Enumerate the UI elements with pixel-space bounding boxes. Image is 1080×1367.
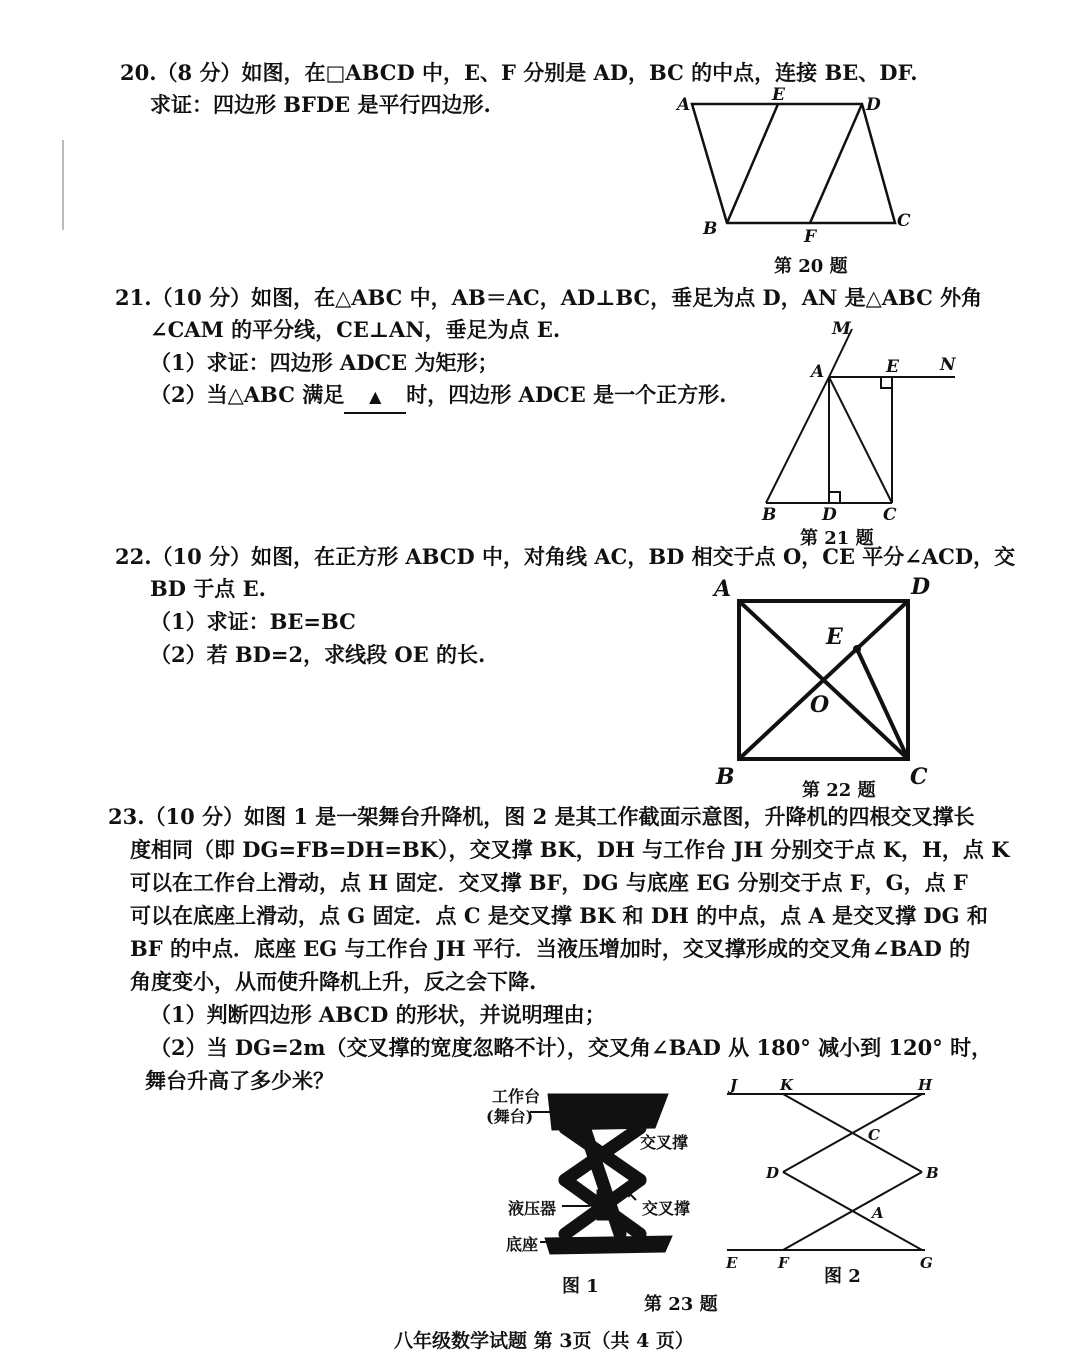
q23-line-8: （2）当 DG=2m（交叉撑的宽度忽略不计），交叉角∠BAD 从 180° 减小到 120° 时， (150, 1035, 993, 1060)
q20-label-F: F (804, 227, 817, 247)
q20-label-A: A (677, 95, 691, 115)
q20-label-C: C (897, 211, 911, 231)
q23-fig2-label-J: J (730, 1076, 738, 1094)
q23-fig2-label-F: F (778, 1254, 789, 1272)
q23-line-3: 可以在工作台上滑动，点 H 固定．交叉撑 BF，DG 与底座 EG 分别交于点 F，G，点 F (130, 870, 968, 895)
q22-line-4: （2）若 BD=2，求线段 OE 的长. (150, 642, 486, 667)
answer-blank[interactable]: ▲ (344, 382, 406, 414)
q22-label-C: C (910, 764, 928, 790)
q21-line-4b: 时，四边形 ADCE 是一个正方形. (406, 382, 727, 407)
q21-label-B: B (762, 505, 777, 525)
q21-line-2: ∠CAM 的平分线，CE⊥AN，垂足为点 E. (150, 317, 561, 342)
q20-line-1: 20.（8 分）如图，在□ABCD 中，E、F 分别是 AD，BC 的中点，连接 BE、DF. (120, 60, 918, 85)
q21-caption: 第 21 题 (800, 528, 874, 549)
q20-caption: 第 20 题 (774, 256, 848, 277)
q23-fig2-label-G: G (920, 1254, 933, 1272)
q21-label-E: E (886, 357, 899, 377)
q23-fig1-label-brace-1: 交叉撑 (640, 1133, 689, 1152)
q22-label-B: B (716, 764, 735, 790)
q20-label-D: D (866, 95, 881, 115)
q23-fig1-caption: 图 1 (562, 1276, 599, 1297)
q21-label-D: D (822, 505, 837, 525)
q21-label-N: N (940, 355, 956, 375)
page-footer: 八年级数学试题 第 3页（共 4 页） (394, 1330, 694, 1352)
q22-label-D: D (911, 574, 931, 600)
q23-fig2-label-D: D (766, 1164, 780, 1182)
q22-label-A: A (714, 576, 732, 602)
q21-label-C: C (883, 505, 897, 525)
q22-label-O: O (810, 692, 830, 718)
q23-fig2-label-H: H (918, 1076, 933, 1094)
q23-line-1: 23.（10 分）如图 1 是一架舞台升降机，图 2 是其工作截面示意图，升降机的四根交叉撑长 (108, 804, 975, 829)
q23-fig1-label-brace-2: 交叉撑 (642, 1199, 691, 1218)
q21-line-3: （1）求证：四边形 ADCE 为矩形； (150, 350, 499, 375)
q23-fig1-label-stage: 工作台 (492, 1087, 541, 1106)
q23-fig2-label-E: E (726, 1254, 738, 1272)
q23-line-5: BF 的中点．底座 EG 与工作台 JH 平行．当液压增加时，交叉撑形成的交叉角∠BAD 的 (130, 936, 971, 961)
q20-line-2: 求证：四边形 BFDE 是平行四边形. (150, 92, 491, 117)
q22-line-3: （1）求证：BE=BC (150, 609, 356, 634)
q23-line-4: 可以在底座上滑动，点 G 固定．点 C 是交叉撑 BK 和 DH 的中点，点 A 是交叉撑 DG 和 (130, 903, 988, 928)
q23-line-2: 度相同（即 DG=FB=DH=BK），交叉撑 BK，DH 与工作台 JH 分别交于点 K，H，点 K (130, 837, 1010, 862)
q21-line-4a: （2）当△ABC 满足 (150, 382, 345, 407)
q23-fig2-label-A: A (872, 1204, 884, 1222)
q23-line-7: （1）判断四边形 ABCD 的形状，并说明理由； (150, 1002, 606, 1027)
q23-fig2-label-B: B (926, 1164, 939, 1182)
q21-label-M: M (832, 319, 851, 339)
q21-label-A: A (811, 362, 825, 382)
q22-caption: 第 22 题 (802, 780, 876, 801)
q23-line-9: 舞台升高了多少米？ (145, 1068, 334, 1093)
q23-fig1-label-base: 底座 (506, 1235, 539, 1254)
q20-label-B: B (703, 219, 718, 239)
q23-line-6: 角度变小，从而使升降机上升，反之会下降. (130, 969, 537, 994)
q23-fig1-label-pump: 液压器 (508, 1199, 557, 1218)
q23-fig1-label-stage-paren: (舞台) (486, 1107, 534, 1126)
q20-label-E: E (772, 85, 785, 105)
q21-line-1: 21.（10 分）如图，在△ABC 中，AB＝AC，AD⊥BC，垂足为点 D，AN 是△ABC 外角 (115, 285, 983, 310)
q23-caption: 第 23 题 (644, 1294, 718, 1315)
q22-line-2: BD 于点 E. (150, 576, 266, 601)
q23-fig2-caption: 图 2 (824, 1266, 861, 1287)
q22-label-E: E (826, 624, 843, 650)
q23-fig2-label-C: C (868, 1126, 880, 1144)
q22-line-1: 22.（10 分）如图，在正方形 ABCD 中，对角线 AC，BD 相交于点 O，CE 平分∠ACD，交 (115, 544, 1016, 569)
q23-fig2-label-K: K (780, 1076, 794, 1094)
